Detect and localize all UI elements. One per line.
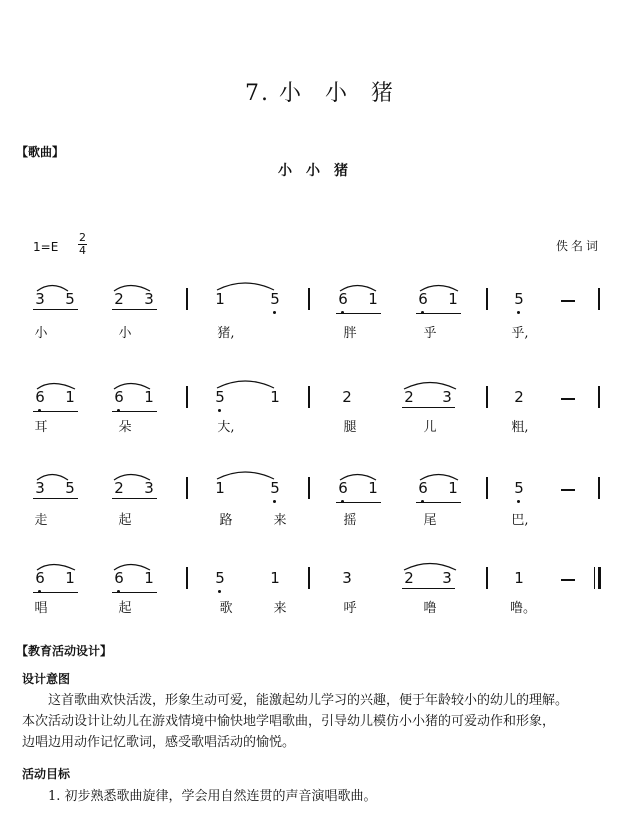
- lyric: 胖: [343, 326, 357, 341]
- final-barline-thin: [594, 567, 595, 589]
- note: 6: [336, 290, 350, 308]
- lyric: 巴,: [511, 513, 529, 528]
- lyric: 噜: [423, 601, 437, 616]
- barline: [486, 477, 488, 499]
- note: 5: [65, 290, 75, 308]
- underline: [112, 592, 157, 593]
- author-credit: 佚名词: [556, 239, 602, 253]
- underline: [402, 407, 455, 408]
- note: 2: [114, 479, 124, 497]
- title-number: 7.: [244, 81, 270, 106]
- lyric: 乎: [423, 326, 437, 341]
- barline: [598, 288, 600, 310]
- barline: [186, 386, 188, 408]
- lyric: 儿: [423, 420, 437, 435]
- underline: [112, 309, 157, 310]
- barline: [486, 288, 488, 310]
- title-char-1: 小: [278, 81, 303, 106]
- note: 1: [514, 569, 524, 587]
- barline: [186, 477, 188, 499]
- lyric: 起: [118, 513, 132, 528]
- underline: [33, 498, 78, 499]
- note: 6: [33, 569, 47, 587]
- note: 2: [514, 388, 524, 406]
- barline: [598, 386, 600, 408]
- note: 2: [404, 388, 414, 406]
- note: 2: [342, 388, 352, 406]
- note: 3: [144, 290, 154, 308]
- note: 3: [442, 388, 452, 406]
- note: 3: [35, 479, 45, 497]
- note: 5: [213, 569, 227, 587]
- lyric: 唱: [34, 601, 48, 616]
- activity-goals-heading: 活动目标: [22, 767, 71, 781]
- note: 6: [336, 479, 350, 497]
- note: 5: [65, 479, 75, 497]
- barline: [308, 386, 310, 408]
- note: 1: [270, 569, 280, 587]
- note: 2: [114, 290, 124, 308]
- underline: [33, 411, 78, 412]
- underline: [336, 313, 381, 314]
- lyric: 小: [34, 326, 48, 341]
- note: 1: [368, 290, 378, 308]
- title-char-2: 小: [324, 81, 349, 106]
- barline: [308, 288, 310, 310]
- barline: [308, 477, 310, 499]
- dash: [561, 300, 575, 302]
- activity-goal-item: 1. 初步熟悉歌曲旋律，学会用自然连贯的声音演唱歌曲。: [48, 789, 377, 804]
- time-signature-top: 2: [79, 231, 86, 244]
- underline: [416, 313, 461, 314]
- barline: [186, 288, 188, 310]
- lyric: 起: [118, 601, 132, 616]
- barline: [486, 386, 488, 408]
- lyric: 腿: [343, 420, 357, 435]
- lyric: 粗,: [511, 420, 529, 435]
- note: 6: [112, 569, 126, 587]
- note: 1: [215, 479, 225, 497]
- underline: [336, 502, 381, 503]
- note: 1: [215, 290, 225, 308]
- note: 5: [268, 290, 282, 308]
- lyric: 小: [118, 326, 132, 341]
- note: 6: [416, 479, 430, 497]
- barline: [308, 567, 310, 589]
- lyric: 来: [273, 601, 287, 616]
- design-intent-paragraph: [22, 690, 632, 753]
- note: 1: [368, 479, 378, 497]
- note: 5: [512, 479, 526, 497]
- paragraph-line: 本次活动设计让幼儿在游戏情境中愉快地学唱歌曲，引导幼儿模仿小小猪的可爱动作和形象，: [22, 714, 556, 729]
- note: 1: [144, 569, 154, 587]
- lyric: 摇: [343, 513, 357, 528]
- note: 5: [512, 290, 526, 308]
- lyric: 呼: [343, 601, 357, 616]
- song-section-label: 【歌曲】: [16, 145, 65, 159]
- lyric: 来: [273, 513, 287, 528]
- note: 3: [342, 569, 352, 587]
- title-char-3: 猪: [371, 81, 396, 106]
- design-intent-heading: 设计意图: [22, 672, 71, 686]
- dash: [561, 579, 575, 581]
- activity-section-label: 【教育活动设计】: [16, 644, 113, 658]
- note: 5: [213, 388, 227, 406]
- song-title: 小小猪: [278, 163, 362, 179]
- note: 3: [442, 569, 452, 587]
- note: 6: [416, 290, 430, 308]
- note: 6: [112, 388, 126, 406]
- note: 6: [33, 388, 47, 406]
- underline: [112, 411, 157, 412]
- lyric: 路: [219, 513, 233, 528]
- lyric: 尾: [423, 513, 437, 528]
- barline: [486, 567, 488, 589]
- note: 1: [144, 388, 154, 406]
- lyric: 大,: [217, 420, 235, 435]
- paragraph-line: 边唱边用动作记忆歌词，感受歌唱活动的愉悦。: [22, 735, 296, 750]
- underline: [33, 592, 78, 593]
- lyric: 噜。: [510, 601, 537, 616]
- note: 1: [448, 290, 458, 308]
- note: 1: [65, 388, 75, 406]
- paragraph-line: 这首歌曲欢快活泼，形象生动可爱，能激起幼儿学习的兴趣，便于年龄较小的幼儿的理解。: [48, 693, 569, 708]
- barline: [186, 567, 188, 589]
- lyric: 朵: [118, 420, 132, 435]
- note: 1: [448, 479, 458, 497]
- note: 5: [268, 479, 282, 497]
- note: 3: [35, 290, 45, 308]
- dash: [561, 398, 575, 400]
- note: 2: [404, 569, 414, 587]
- lyric: 歌: [219, 601, 233, 616]
- time-signature-bottom: 4: [79, 244, 86, 257]
- underline: [402, 588, 455, 589]
- note: 1: [270, 388, 280, 406]
- underline: [33, 309, 78, 310]
- underline: [416, 502, 461, 503]
- lyric: 走: [34, 513, 48, 528]
- barline: [598, 477, 600, 499]
- final-barline-thick: [598, 567, 601, 589]
- note: 3: [144, 479, 154, 497]
- lyric: 乎,: [511, 326, 529, 341]
- lyric: 耳: [34, 420, 48, 435]
- lyric: 猪,: [217, 326, 235, 341]
- key-signature: 1=E: [33, 240, 59, 254]
- note: 1: [65, 569, 75, 587]
- dash: [561, 489, 575, 491]
- underline: [112, 498, 157, 499]
